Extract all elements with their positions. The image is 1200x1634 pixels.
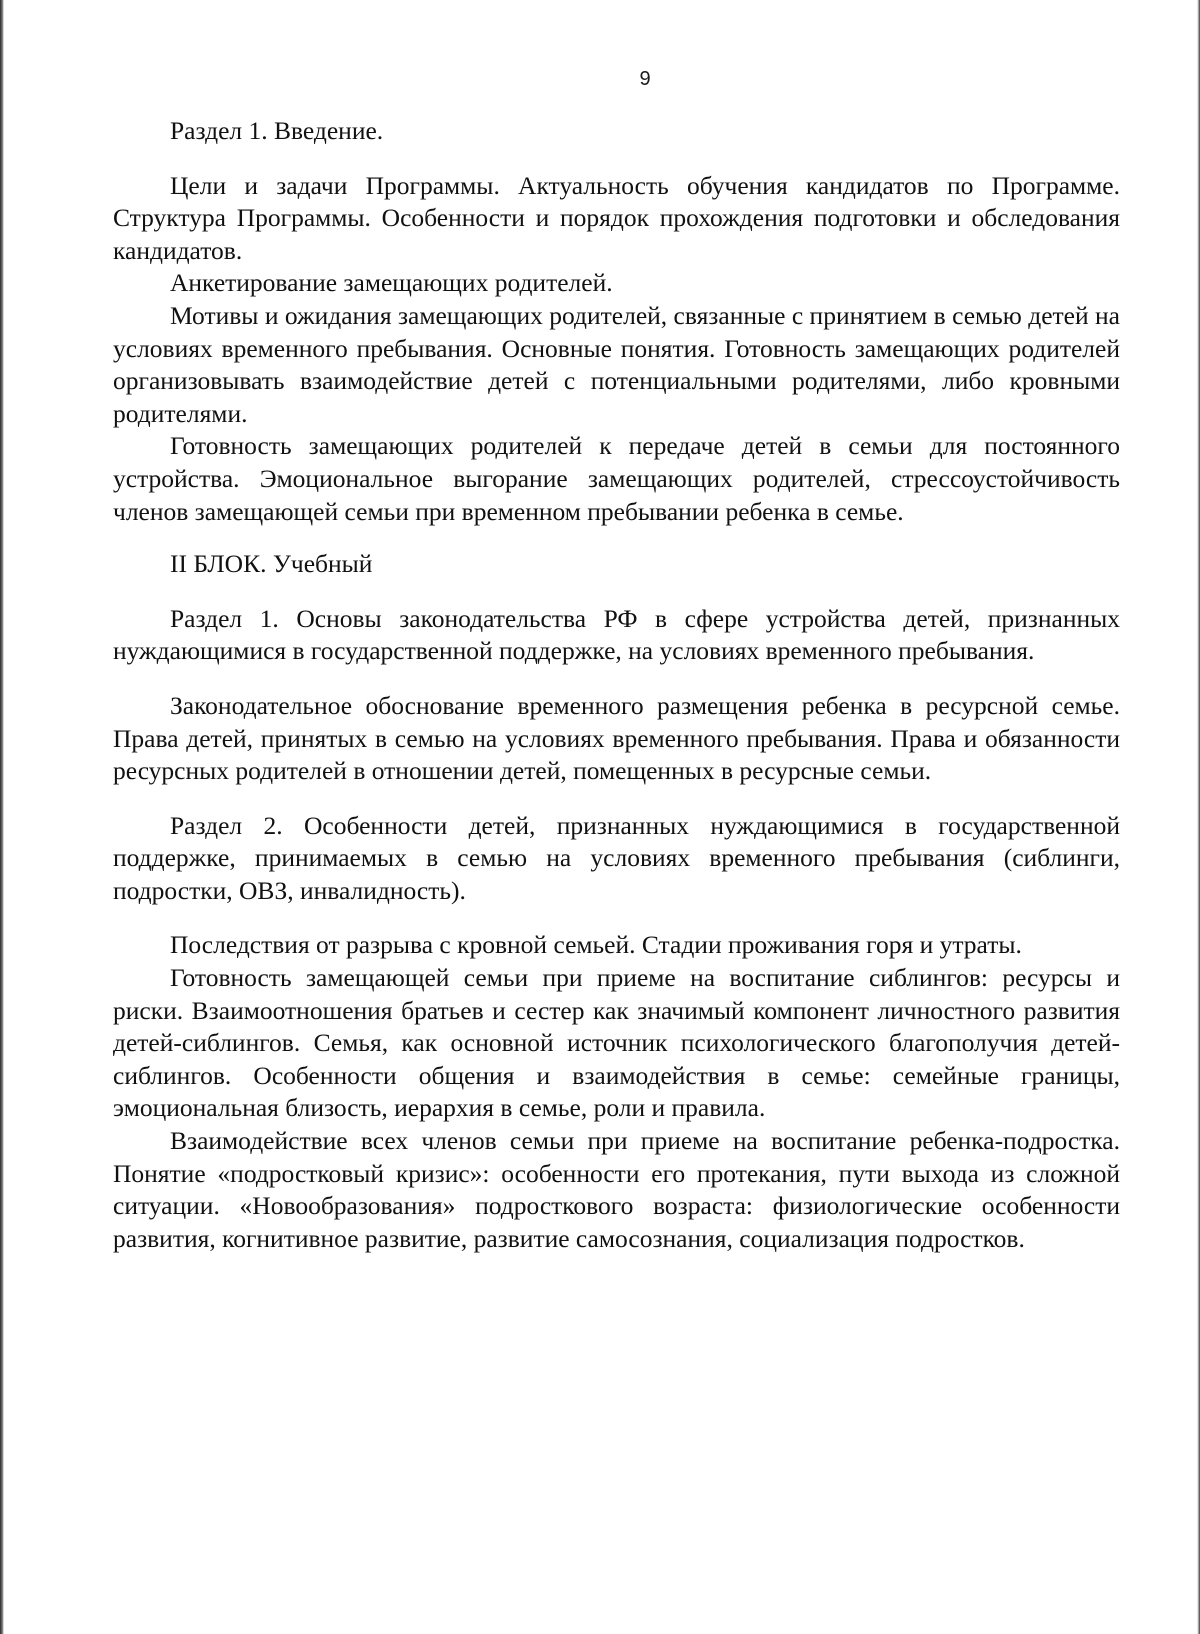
paragraph-law-basis: Законодательное обоснование временного размещения ребенка в ресурсной семье. Права детей, принятых в семью на условиях временного пребывания. Права и обязанности ресурсных родителей в отношении детей, помещенных в ресурсные семьи. xyxy=(113,690,1120,786)
paragraph-consequences: Последствия от разрыва с кровной семьей. Стадии проживания горя и утраты. xyxy=(170,930,1022,960)
paragraph-readiness: Готовность замещающих родителей к передаче детей в семьи для постоянного устройства. Эмоциональное выгорание замещающих родителей, стрессоустойчивость членов замещающей семьи при временном пребывании ребенка в семье. xyxy=(113,431,1120,526)
document-body xyxy=(113,115,1120,1255)
scan-edge-left xyxy=(0,0,4,1634)
paragraph-motives: Мотивы и ожидания замещающих родителей, связанные с принятием в семью детей на условиях временного пребывания. Основные понятия. Готовность замещающих родителей организовывать взаимодействие детей с потенциальными родителями, либо кровными родителями. xyxy=(113,300,1120,428)
block-2-heading: II БЛОК. Учебный xyxy=(170,549,373,579)
paragraph-goals: Цели и задачи Программы. Актуальность обучения кандидатов по Программе. Структура Программы. Особенности и порядок прохождения подготовки и обследования кандидатов. xyxy=(113,170,1120,265)
paragraph-siblings: Готовность замещающей семьи при приеме на воспитание сиблингов: ресурсы и риски. Взаимоотношения братьев и сестер как значимый компонент личностного развития детей-сиблингов. Семья, как основной источник психологического благополучия детей-сиблингов. Особенности общения и взаимодействия в семье: семейные границы, эмоциональная близость, иерархия в семье, роли и правила. xyxy=(113,963,1120,1123)
paragraph-survey: Анкетирование замещающих родителей. xyxy=(170,268,613,298)
paragraph-teenagers: Взаимодействие всех членов семьи при приеме на воспитание ребенка-подростка. Понятие «подростковый кризис»: особенности его протекания, пути выхода из сложной ситуации. «Новообразования» подросткового возраста: физиологические особенности развития, когнитивное развитие, развитие самосознания, социализация подростков. xyxy=(113,1126,1120,1253)
paragraph-law-section: Раздел 1. Основы законодательства РФ в сфере устройства детей, признанных нуждающимися в государственной поддержке, на условиях временного пребывания. xyxy=(113,603,1120,666)
page-number: 9 xyxy=(639,68,651,90)
paragraph-section-2: Раздел 2. Особенности детей, признанных нуждающимися в государственной поддержке, принимаемых в семью на условиях временного пребывания (сиблинги, подростки, ОВЗ, инвалидность). xyxy=(113,810,1120,905)
section-1-title: Раздел 1. Введение. xyxy=(170,116,384,145)
